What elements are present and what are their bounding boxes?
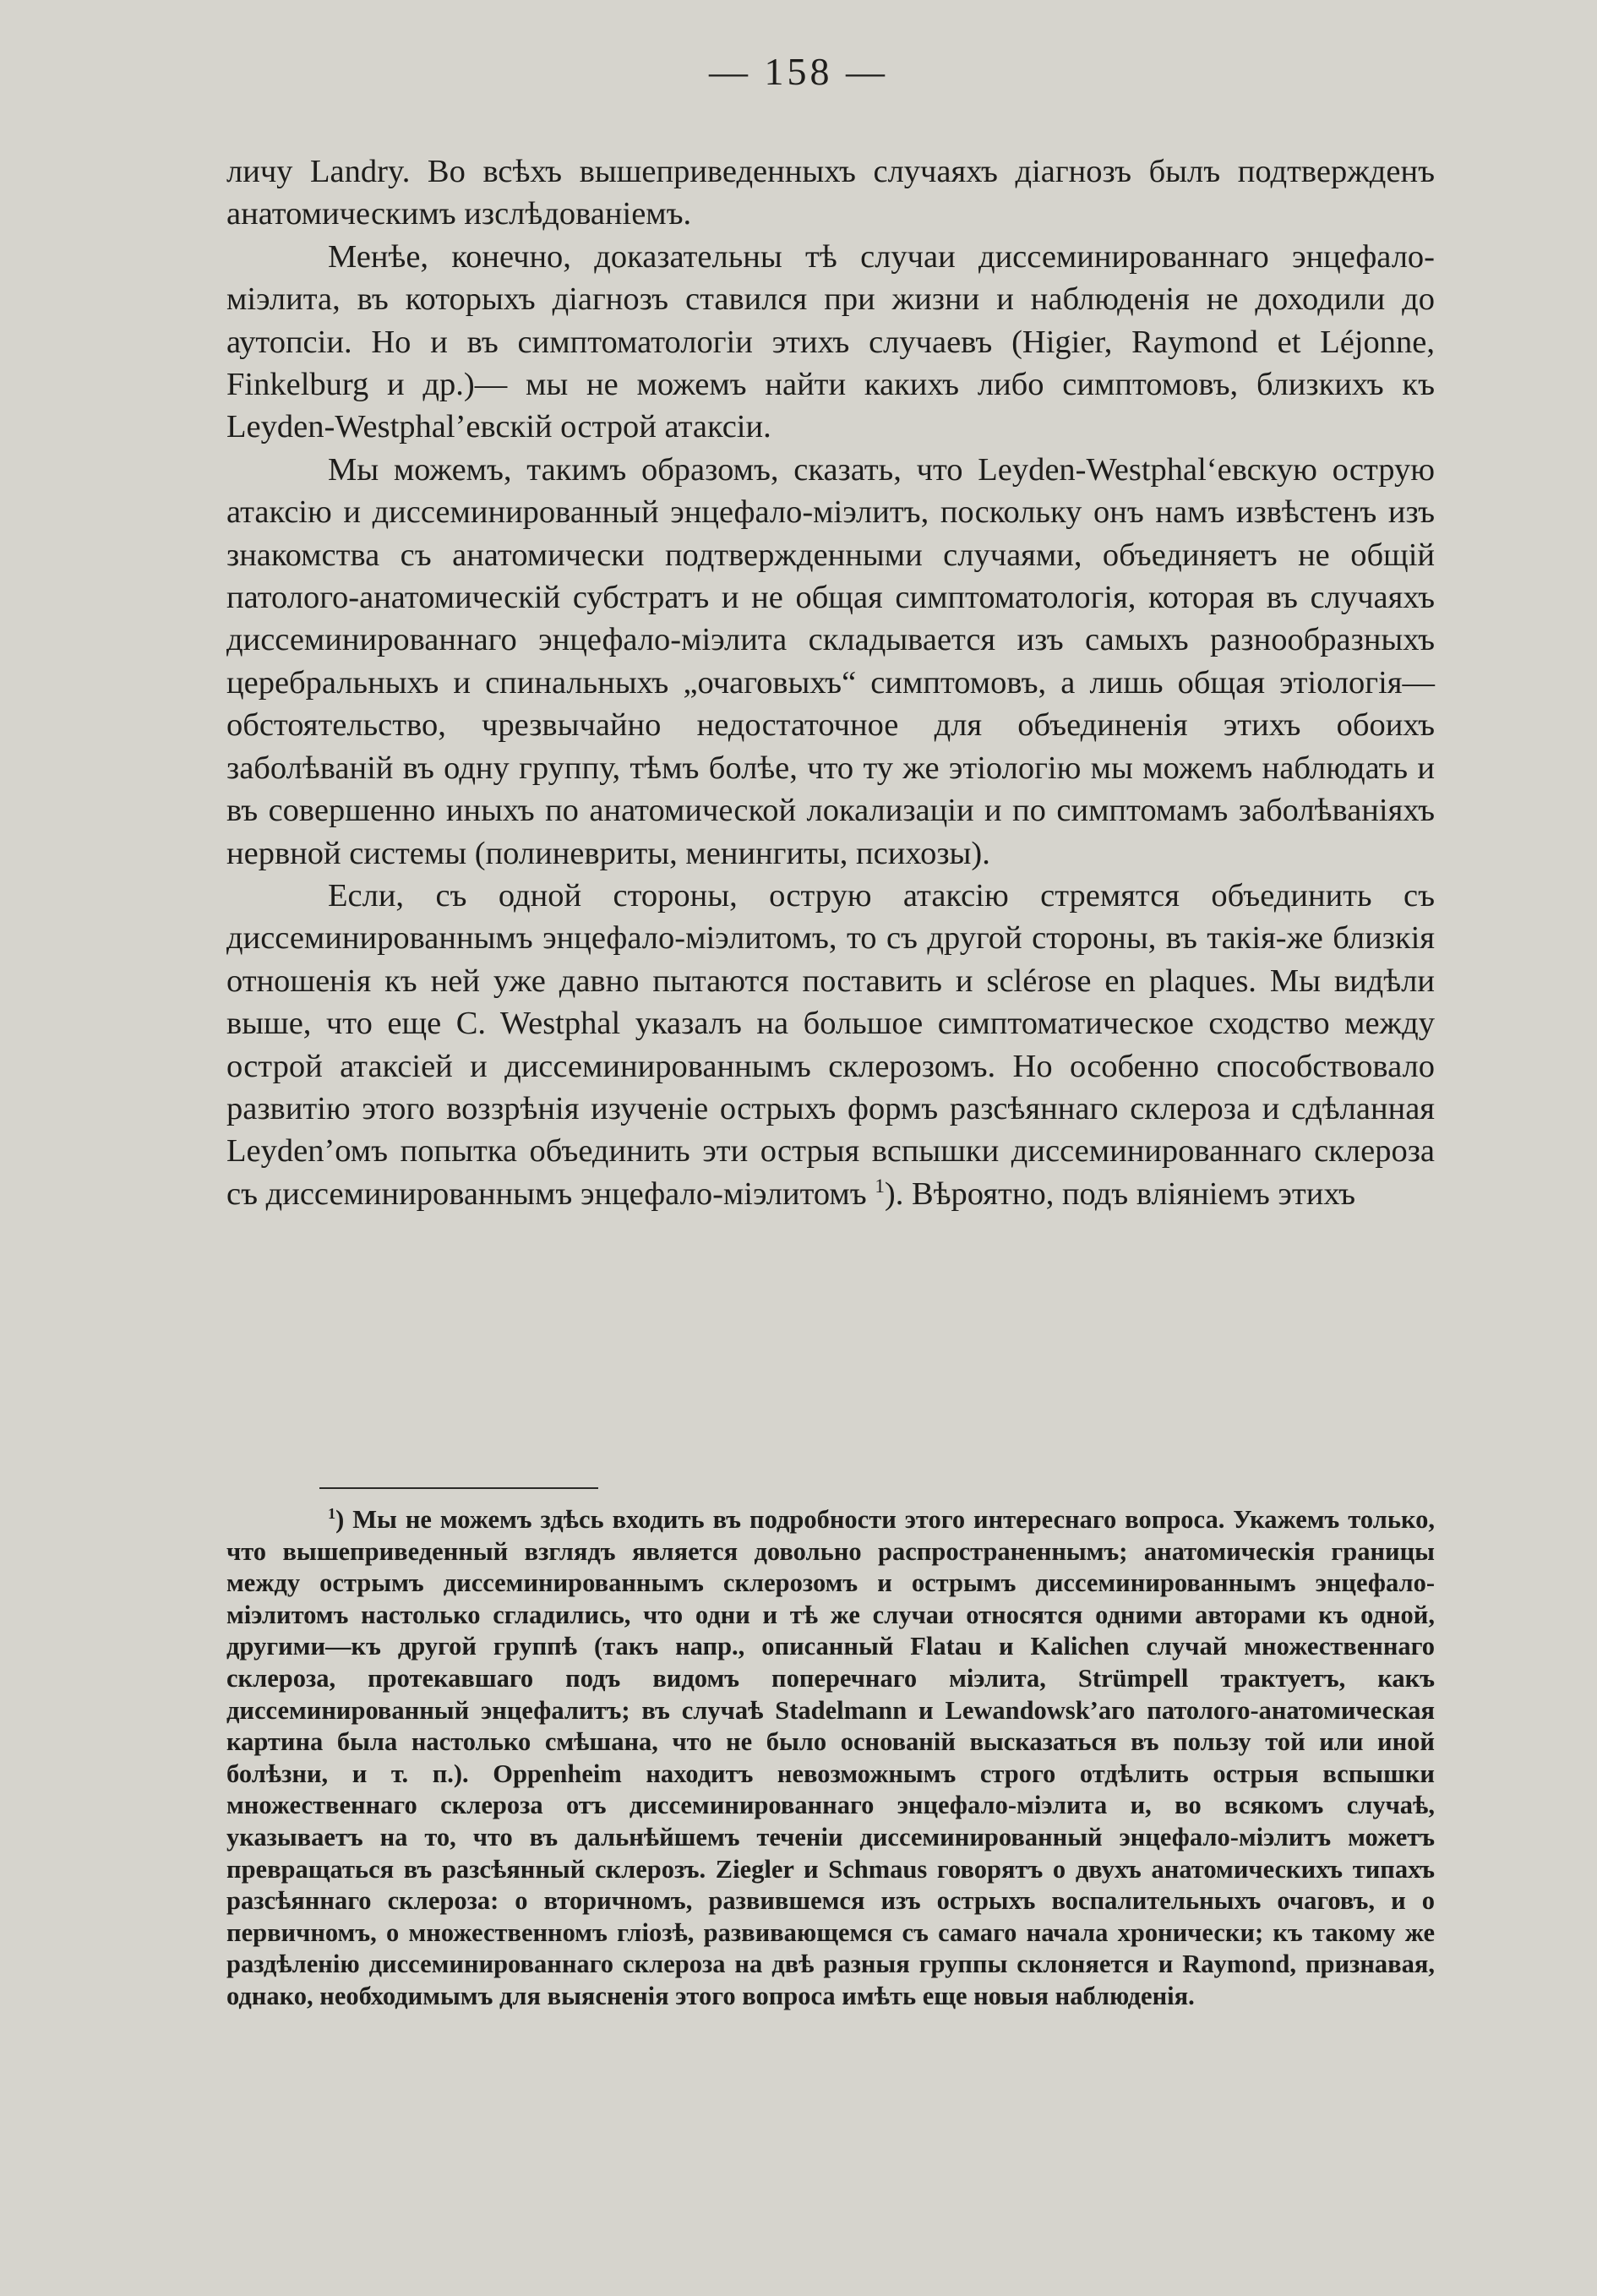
paragraph-1: личу Landry. Во всѣхъ вышеприведенныхъ случаяхъ діагнозъ былъ подтвержденъ анатомическимъ изслѣдованіемъ. (226, 154, 1435, 232)
footnote-text: Мы не можемъ здѣсь входить въ подробности этого интереснаго вопроса. Укажемъ только, что вышеприведенный взглядъ является довольно распространеннымъ; анатомическія границы между острымъ диссеминированнымъ склерозомъ и острымъ диссеминированнымъ энцефало-міэлитомъ настолько сгладились, что одни и тѣ же случаи относятся одними авторами къ одной, другими—къ другой группѣ (такъ напр., описанный Flatau и Kalichen случай множественнаго склероза, протекавшаго подъ видомъ поперечнаго міэлита, Strümpell трактуетъ, какъ диссеминированный энцефалитъ; въ случаѣ Stadelmann и Lewandowsk’аго патолого-анатомическая картина была настолько смѣшана, что не было основаній высказаться въ пользу той или иной болѣзни, и т. п.). Oppenheim находитъ невозможнымъ строго отдѣлить острыя вспышки множественнаго склероза отъ диссеминированнаго энцефало-міэлита и, во всякомъ случаѣ, указываетъ на то, что въ дальнѣйшемъ теченіи диссеминированный энцефало-міэлитъ можетъ превращаться въ разсѣянный склерозъ. Ziegler и Schmaus говорятъ о двухъ анатомическихъ типахъ разсѣяннаго склероза: о вторичномъ, развившемся изъ острыхъ воспалительныхъ очаговъ, и о первичномъ, о множественномъ гліозѣ, развивающемся съ самаго начала хронически; къ такому же раздѣленію диссеминированнаго склероза на двѣ разныя группы склоняется и Raymond, признавая, однако, необходимымъ для выясненія этого вопроса имѣть еще новыя наблюденія. (226, 1505, 1435, 2010)
paragraph-4 (226, 875, 1435, 1215)
paragraph-3: Мы можемъ, такимъ образомъ, сказать, что Leyden-Westphal‘евскую острую атаксію и диссеминированный энцефало-міэлитъ, поскольку онъ намъ извѣстенъ изъ знакомства съ анатомически подтвержденными случаями, объединяетъ не общій патолого-анатомическій субстратъ и не общая симптоматологія, которая въ случаяхъ диссеминированнаго энцефало-міэлита складывается изъ самыхъ разнообразныхъ церебральныхъ и спинальныхъ „очаговыхъ“ симптомовъ, а лишь общая этіологія—обстоятельство, чрезвычайно недостаточное для объединенія этихъ обоихъ заболѣваній въ одну группу, тѣмъ болѣе, что ту же этіологію мы можемъ наблюдать и въ совершенно иныхъ по анатомической локализаціи и по симптомамъ заболѣваніяхъ нервной системы (полиневриты, менингиты, психозы). (226, 451, 1435, 871)
footnote-marker: 1 (328, 1504, 336, 1522)
footnote-divider (319, 1487, 598, 1489)
footnote-reference: 1 (875, 1174, 885, 1197)
paragraph-4-text: Если, съ одной стороны, острую атаксію стремятся объединить съ диссеминированнымъ энцефало-міэлитомъ, то съ другой стороны, въ такія-же близкія отношенія къ ней уже давно пытаются поставить и sclérose en plaques. Мы видѣли выше, что еще C. Westphal указалъ на большое симптоматическое сходство между острой атаксіей и диссеминированнымъ склерозомъ. Но особенно способствовало развитію этого воззрѣнія изученіе острыхъ формъ разсѣяннаго склероза и сдѣланная Leyden’омъ попытка объединить эти острыя вспышки диссеминированнаго склероза съ диссеминированнымъ энцефало-міэлитомъ (226, 877, 1435, 1212)
page-number: — 158 — (709, 50, 888, 93)
main-text (226, 150, 1435, 1215)
footnote-1: $^1$) Мы не можемъ здѣсь входить въ подробности этого интереснаго вопроса. Укажемъ только, что вышеприведенный взглядъ является довольно распространеннымъ; анатомическія границы между острымъ диссеминированнымъ склерозомъ и острымъ диссеминированнымъ энцефало-міэлитомъ настолько сгладились, что одни и тѣ же случаи относятся одними авторами къ одной, другими—къ другой группѣ (такъ напр., описанный Flatau и Kalichen случай множественнаго склероза, протекавшаго подъ видомъ поперечнаго міэлита, Strümpell трактуетъ, какъ диссеминированный энцефалитъ; въ случаѣ Stadelmann и Lewandowsk’аго патолого-анатомическая картина была настолько смѣшана, что не было основаній высказаться въ пользу той или иной болѣзни, и т. п.). Oppenheim находитъ невозможнымъ строго отдѣлить острыя вспышки множественнаго склероза отъ диссеминированнаго энцефало-міэлита и, во всякомъ случаѣ, указываетъ на то, что въ дальнѣйшемъ теченіи диссеминированный энцефало-міэлитъ можетъ превращаться въ разсѣянный склерозъ. Ziegler и Schmaus говорятъ о двухъ анатомическихъ типахъ разсѣяннаго склероза: о вторичномъ, развившемся изъ острыхъ воспалительныхъ очаговъ, и о первичномъ, о множественномъ гліозѣ, развивающемся съ самаго начала хронически; къ такому же раздѣленію диссеминированнаго склероза на двѣ разныя группы склоняется и Raymond, признавая, однако, необходимымъ для выясненія этого вопроса имѣть еще новыя наблюденія. (226, 1504, 1435, 2010)
footnote-section (226, 1504, 1435, 2013)
paragraph-4-end: ). Вѣроятно, подъ вліяніемъ этихъ (884, 1175, 1356, 1212)
paragraph-2: Менѣе, конечно, доказательны тѣ случаи диссеминированнаго энцефало-міэлита, въ которыхъ діагнозъ ставился при жизни и наблюденія не доходили до аутопсіи. Но и въ симптоматологіи этихъ случаевъ (Higier, Raymond et Léjonne, Finkelburg и др.)— мы не можемъ найти какихъ либо симптомовъ, близкихъ къ Leyden-Westphal’евскій острой атаксіи. (226, 238, 1435, 445)
